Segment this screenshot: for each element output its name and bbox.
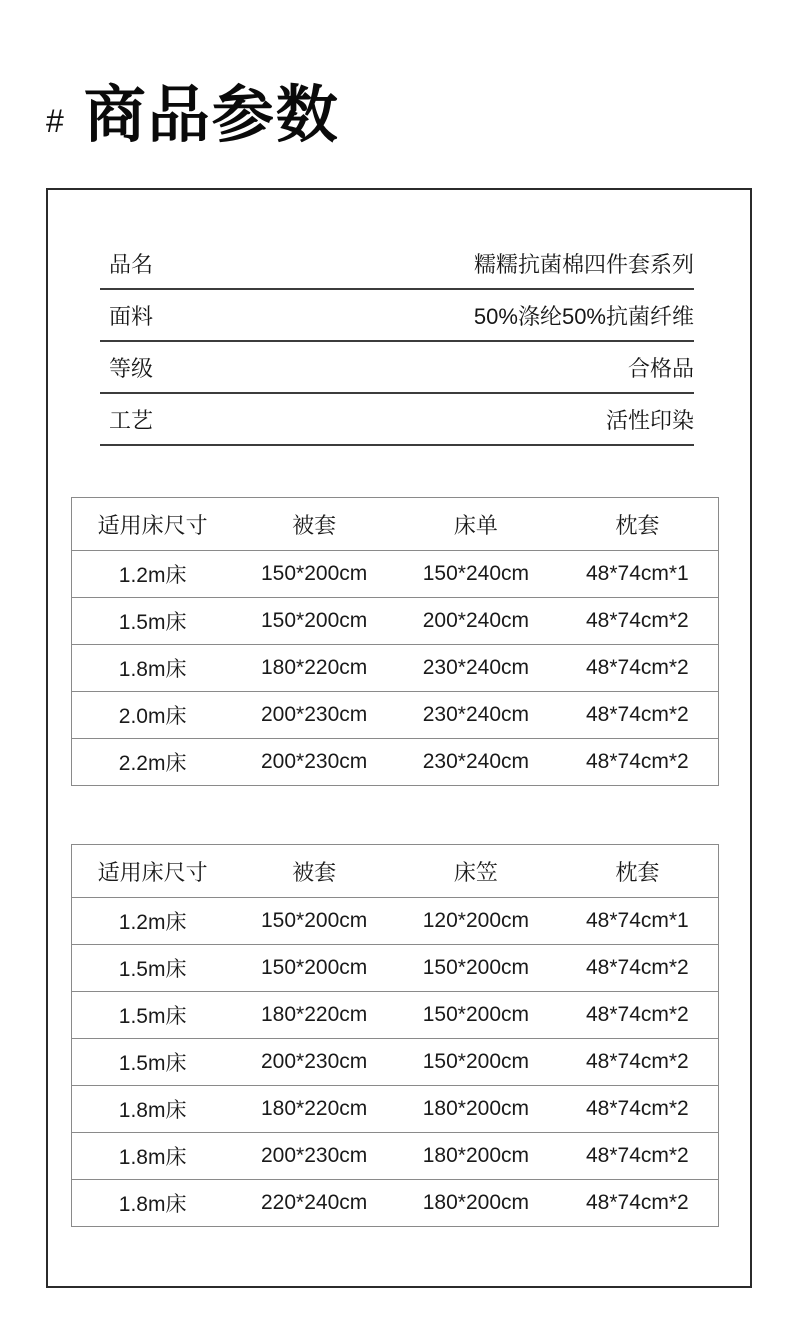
spec-value: 糯糯抗菌棉四件套系列 — [473, 251, 694, 277]
page-title: 商品参数 — [83, 81, 340, 150]
header-cell: 床单 — [453, 512, 498, 538]
spec-value: 活性印染 — [605, 407, 694, 433]
size-cell: 48*74cm*1 — [557, 551, 719, 598]
size-cell: 1.5m床 — [72, 945, 234, 992]
table-row — [72, 945, 719, 992]
table-row — [72, 992, 719, 1039]
size-cell: 48*74cm*2 — [557, 1133, 719, 1180]
size-cell: 200*230cm — [233, 739, 395, 786]
size-cell: 1.5m床 — [72, 992, 234, 1039]
size-cell: 230*240cm — [395, 692, 557, 739]
table-row — [72, 692, 719, 739]
size-cell: 180*220cm — [233, 1086, 395, 1133]
size-cell: 220*240cm — [233, 1180, 395, 1227]
size-cell: 150*240cm — [395, 551, 557, 598]
spec-row — [100, 342, 694, 394]
header-cell: 枕套 — [615, 512, 660, 538]
header-cell: 被套 — [292, 512, 337, 538]
spec-list — [100, 238, 694, 446]
size-table-sheet — [71, 497, 719, 786]
header-cell: 被套 — [292, 859, 337, 885]
table-row — [72, 1180, 719, 1227]
size-cell: 150*200cm — [233, 898, 395, 945]
size-cell: 230*240cm — [395, 645, 557, 692]
table-row — [72, 898, 719, 945]
table-header-row — [72, 498, 719, 551]
table-header-row — [72, 845, 719, 898]
spec-panel — [46, 188, 752, 1288]
size-cell: 1.5m床 — [72, 1039, 234, 1086]
size-cell: 180*220cm — [233, 992, 395, 1039]
size-cell: 1.8m床 — [72, 645, 234, 692]
size-cell: 48*74cm*2 — [557, 739, 719, 786]
page-header — [46, 82, 790, 150]
spec-row — [100, 394, 694, 446]
size-cell: 200*230cm — [233, 1039, 395, 1086]
size-table-fitted — [71, 844, 719, 1227]
size-cell: 150*200cm — [395, 945, 557, 992]
size-cell: 1.8m床 — [72, 1180, 234, 1227]
spec-label: 工艺 — [109, 407, 154, 433]
spec-row — [100, 290, 694, 342]
header-cell: 适用床尺寸 — [97, 859, 208, 885]
size-cell: 1.8m床 — [72, 1133, 234, 1180]
size-cell: 180*220cm — [233, 645, 395, 692]
size-cell: 150*200cm — [233, 945, 395, 992]
table-row — [72, 1039, 719, 1086]
spec-row — [100, 238, 694, 290]
size-cell: 1.2m床 — [72, 551, 234, 598]
table-row — [72, 1086, 719, 1133]
spec-label: 品名 — [109, 251, 154, 277]
table-row — [72, 551, 719, 598]
size-cell: 48*74cm*2 — [557, 1039, 719, 1086]
table-row — [72, 645, 719, 692]
size-cell: 1.5m床 — [72, 598, 234, 645]
size-cell: 230*240cm — [395, 739, 557, 786]
spec-label: 等级 — [109, 355, 154, 381]
size-cell: 48*74cm*2 — [557, 992, 719, 1039]
hash-mark: # — [46, 102, 64, 139]
size-cell: 48*74cm*2 — [557, 692, 719, 739]
size-cell: 48*74cm*2 — [557, 1086, 719, 1133]
table-row — [72, 1133, 719, 1180]
size-cell: 200*230cm — [233, 1133, 395, 1180]
size-cell: 1.2m床 — [72, 898, 234, 945]
size-cell: 2.2m床 — [72, 739, 234, 786]
size-cell: 150*200cm — [233, 551, 395, 598]
size-cell: 180*200cm — [395, 1086, 557, 1133]
spec-label: 面料 — [109, 303, 154, 329]
size-cell: 150*200cm — [233, 598, 395, 645]
spec-value: 50%涤纶50%抗菌纤维 — [473, 303, 694, 329]
size-cell: 48*74cm*1 — [557, 898, 719, 945]
size-cell: 180*200cm — [395, 1133, 557, 1180]
header-cell: 床笠 — [453, 859, 498, 885]
size-cell: 2.0m床 — [72, 692, 234, 739]
size-cell: 200*240cm — [395, 598, 557, 645]
table-row — [72, 739, 719, 786]
size-cell: 1.8m床 — [72, 1086, 234, 1133]
size-cell: 150*200cm — [395, 992, 557, 1039]
size-cell: 48*74cm*2 — [557, 1180, 719, 1227]
header-cell: 适用床尺寸 — [97, 512, 208, 538]
size-cell: 200*230cm — [233, 692, 395, 739]
size-cell: 150*200cm — [395, 1039, 557, 1086]
size-cell: 48*74cm*2 — [557, 945, 719, 992]
size-cell: 180*200cm — [395, 1180, 557, 1227]
header-cell: 枕套 — [615, 859, 660, 885]
size-cell: 48*74cm*2 — [557, 645, 719, 692]
size-cell: 48*74cm*2 — [557, 598, 719, 645]
spec-value: 合格品 — [627, 355, 694, 381]
size-cell: 120*200cm — [395, 898, 557, 945]
table-row — [72, 598, 719, 645]
